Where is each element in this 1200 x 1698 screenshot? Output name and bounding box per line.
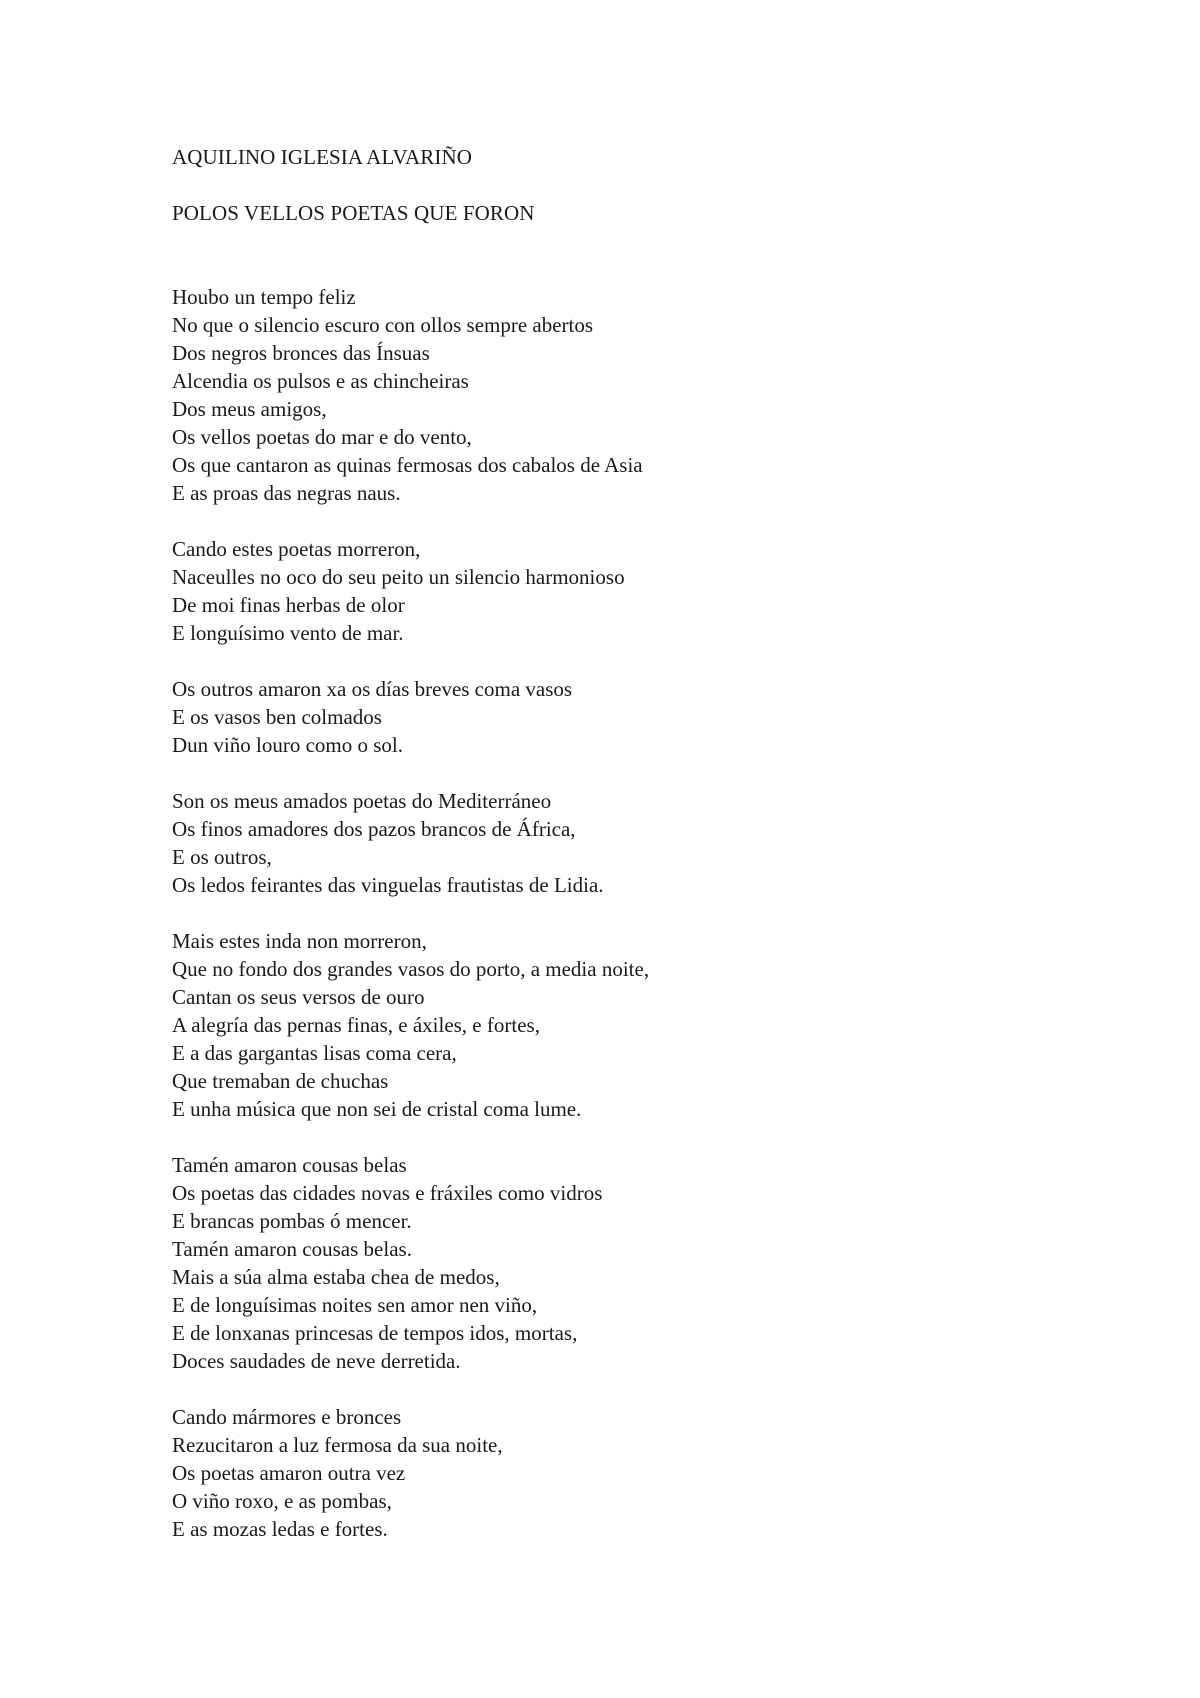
poem-line: Rezucitaron a luz fermosa da sua noite, bbox=[172, 1433, 503, 1457]
poem-stanza bbox=[172, 927, 1072, 1123]
poem-line: E os vasos ben colmados bbox=[172, 705, 382, 729]
poem-line: Mais a súa alma estaba chea de medos, bbox=[172, 1265, 500, 1289]
poem-stanza bbox=[172, 1151, 1072, 1375]
poem-line: E as mozas ledas e fortes. bbox=[172, 1517, 388, 1541]
poem-line: Cando mármores e bronces bbox=[172, 1405, 402, 1429]
poem-title: POLOS VELLOS POETAS QUE FORON bbox=[172, 201, 535, 225]
poem-stanza bbox=[172, 535, 1072, 647]
poem-line: E longuísimo vento de mar. bbox=[172, 621, 404, 645]
poem-line: Houbo un tempo feliz bbox=[172, 285, 356, 309]
author-name: AQUILINO IGLESIA ALVARIÑO bbox=[172, 145, 472, 169]
poem-stanza bbox=[172, 787, 1072, 899]
poem-line: E de longuísimas noites sen amor nen viño, bbox=[172, 1293, 538, 1317]
poem-line: Os outros amaron xa os días breves coma vasos bbox=[172, 677, 573, 701]
poem-line: De moi finas herbas de olor bbox=[172, 593, 405, 617]
poem-line: Son os meus amados poetas do Mediterráneo bbox=[172, 789, 552, 813]
poem-line: E a das gargantas lisas coma cera, bbox=[172, 1041, 457, 1065]
poem-line: Que tremaban de chuchas bbox=[172, 1069, 389, 1093]
poem-line: E brancas pombas ó mencer. bbox=[172, 1209, 412, 1233]
poem-line: Cantan os seus versos de ouro bbox=[172, 985, 425, 1009]
poem-line: Dos meus amigos, bbox=[172, 397, 327, 421]
poem-line: O viño roxo, e as pombas, bbox=[172, 1489, 392, 1513]
poem-line: Os ledos feirantes das vinguelas frautistas de Lidia. bbox=[172, 873, 604, 897]
poem-line: Os poetas das cidades novas e fráxiles como vidros bbox=[172, 1181, 603, 1205]
poem-line: E de lonxanas princesas de tempos idos, mortas, bbox=[172, 1321, 578, 1345]
poem-line: E os outros, bbox=[172, 845, 272, 869]
poem-line: E as proas das negras naus. bbox=[172, 481, 401, 505]
poem-stanza bbox=[172, 283, 1072, 507]
poem-stanza bbox=[172, 675, 1072, 759]
poem-line: Doces saudades de neve derretida. bbox=[172, 1349, 461, 1373]
poem-line: No que o silencio escuro con ollos sempre abertos bbox=[172, 313, 594, 337]
poem-body bbox=[172, 283, 1072, 1543]
poem-line: Os finos amadores dos pazos brancos de África, bbox=[172, 817, 576, 841]
poem-line: Os poetas amaron outra vez bbox=[172, 1461, 406, 1485]
poem-line: Mais estes inda non morreron, bbox=[172, 929, 427, 953]
poem-line: Que no fondo dos grandes vasos do porto, a media noite, bbox=[172, 957, 650, 981]
poem-line: Os que cantaron as quinas fermosas dos cabalos de Asia bbox=[172, 453, 643, 477]
poem-line: E unha música que non sei de cristal coma lume. bbox=[172, 1097, 582, 1121]
poem-line: Alcendia os pulsos e as chincheiras bbox=[172, 369, 469, 393]
poem-line: Tamén amaron cousas belas bbox=[172, 1153, 407, 1177]
poem-line: Os vellos poetas do mar e do vento, bbox=[172, 425, 472, 449]
poem-line: Naceulles no oco do seu peito un silencio harmonioso bbox=[172, 565, 625, 589]
poem-line: A alegría das pernas finas, e áxiles, e fortes, bbox=[172, 1013, 540, 1037]
poem-line: Dos negros bronces das Ínsuas bbox=[172, 341, 430, 365]
poem-stanza bbox=[172, 1403, 1072, 1543]
poem-line: Dun viño louro como o sol. bbox=[172, 733, 403, 757]
document-page bbox=[172, 143, 1072, 1571]
poem-line: Cando estes poetas morreron, bbox=[172, 537, 421, 561]
poem-line: Tamén amaron cousas belas. bbox=[172, 1237, 412, 1261]
